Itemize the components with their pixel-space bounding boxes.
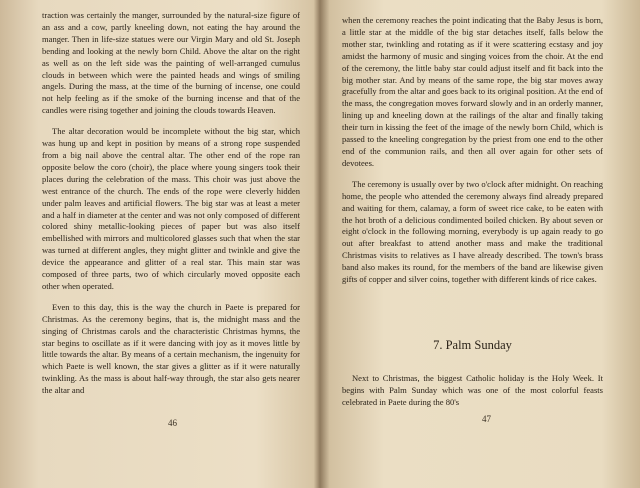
left-page-text	[42, 10, 300, 397]
right-paragraph-2: The ceremony is usually over by two o'clock after midnight. On reaching home, the people who attended the ceremony always find already prepared and waiting for them, calamay, a form of sweet rice cake, to be eaten with the hot broth of a delicious condimented boiled chicken. By about seven or eight o'clock in the following morning, everybody is up again ready to go out after breakfast to attend another mass and make the traditional Christmas visits to relatives as I have already described. The town's brass band also makes its round, for the members of the band are likewise given gifts of copper and silver coins, together with different kinds of rice cakes.	[342, 178, 603, 285]
right-page-number: 47	[482, 414, 491, 424]
left-paragraph-2: The altar decoration would be incomplete without the big star, which was hung up and kept in position by means of a strong rope suspended from a big nail above the central altar. The other end of the rope ran opposite below the coro (choir), the place where young singers took their places during the celebration of the mass. This choir was just above the west entrance of the church. The ends of the rope were cleverly hidden under palm leaves and artificial flowers. The big star was at least a meter and a half in diameter at the center and was not only composed of different colored shiny metallic-looking pieces of paper but was also itself embellished with mirrors and multicolored glasses such that when the star was turned at different angles, they might glitter and twinkle and give the device the appearance and glitter of a real star. This main star was composed of three parts, two of which circularly moved opposite each other when operated.	[42, 126, 300, 291]
right-page	[321, 0, 640, 488]
chapter-text	[342, 373, 603, 409]
left-paragraph-1: traction was certainly the manger, surrounded by the natural-size figure of an ass and a cow, partly kneeling down, not eating the hay around the manger. Then in life-size statues were our Virgin Mary and old St. Joseph bending and looking at the newly born Child. Above the altar on the right as well as on the left side was the painting of well-arranged cumulus clouds in between which were the painted heads and wings of smiling angels. During the mass, at the time of the burning of incense, one could not help feeling as if the smoke of the burning incense and that of the candles were rising together and joining the clouds towards Heaven.	[42, 10, 300, 116]
left-page-number: 46	[168, 418, 177, 428]
right-page-text	[342, 15, 603, 286]
chapter-paragraph-1: Next to Christmas, the biggest Catholic holiday is the Holy Week. It begins with Palm Sunday which was one of the most colorful feasts celebrated in Paete during the 80's	[342, 373, 603, 407]
left-paragraph-3: Even to this day, this is the way the church in Paete is prepared for Christmas. As the ceremony begins, that is, the midnight mass and the singing of Christmas carols and the characteristic Christmas hymns, the star begins to oscillate as if it were dancing with joy as it moves little by little towards the altar. By means of a certain mechanism, the ingenuity for which Paete is well known, the star gives a glitter as if it were naturally twinkling. As the mass is about half-way through, the star also gets nearer the altar and	[42, 301, 300, 396]
chapter-title: 7. Palm Sunday	[433, 338, 512, 352]
right-paragraph-1: when the ceremony reaches the point indicating that the Baby Jesus is born, a little star at the middle of the big star detaches itself, falls below the mother star, twinkling and rotating as if it were scattering ecstasy and joy amidst the harmony of music and singing voices from the choir. At the end of the ceremony, the little baby star could adjust itself and fit back into the big mother star. And by means of the same rope, the big star moves away gracefully from the altar and goes back to its original position. At the end of the mass, the congregation moves forward slowly and in an orderly manner, lining up and kneeling down at the railings of the altar and finally taking their turn in kissing the feet of the image of the newly born Child, which is passed to the kneeling congregation by the priest from one end to the other end of the communion rails, and then all over again for other sets of devotees.	[342, 15, 603, 168]
